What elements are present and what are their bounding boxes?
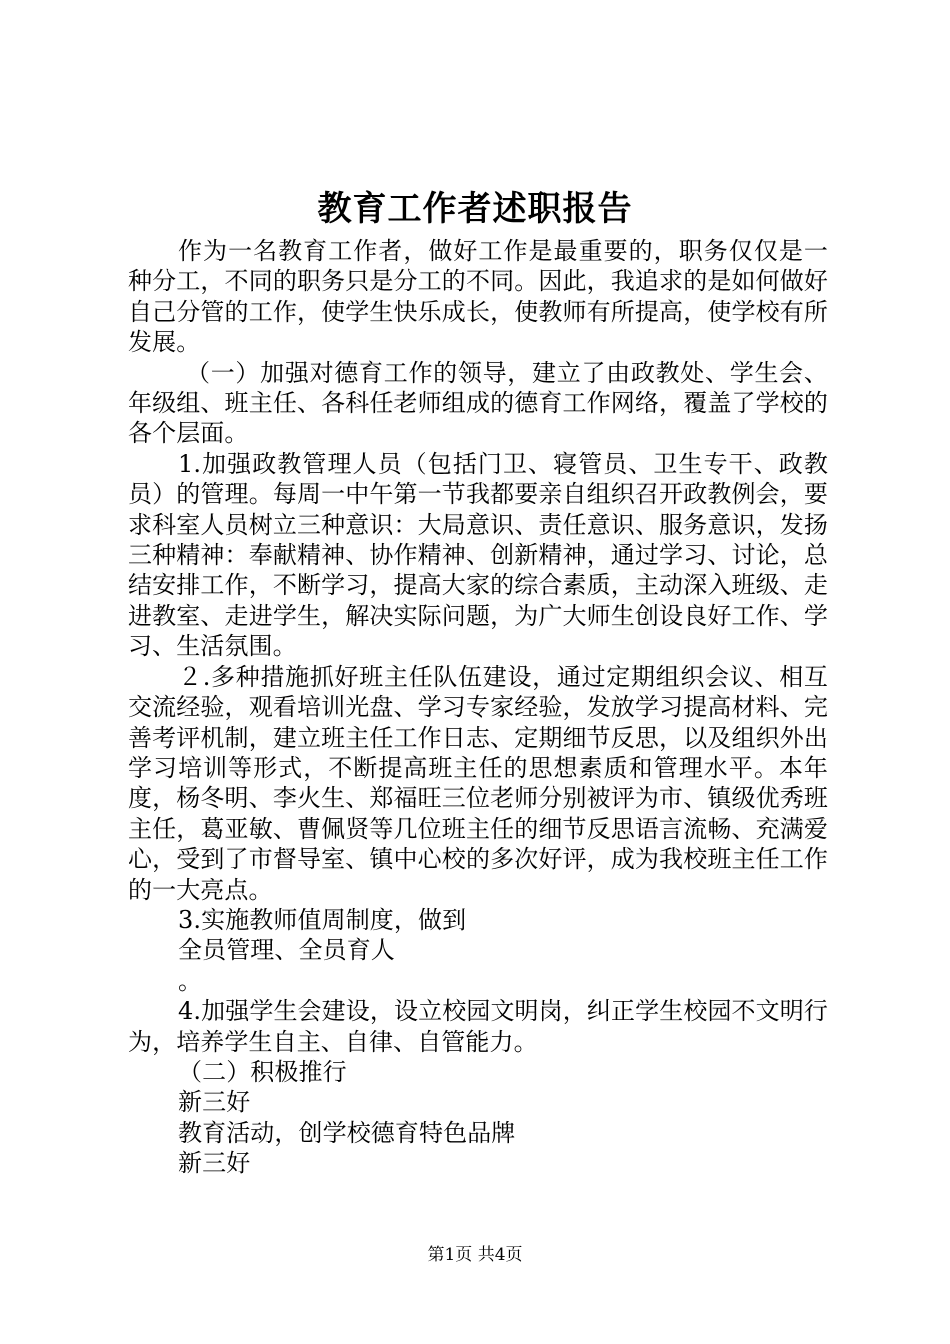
- line-section-2-heading: （二）积极推行: [178, 1057, 347, 1086]
- line-section-2-term: 新三好: [178, 1088, 251, 1117]
- paragraph-item-1: 1.加强政教管理人员（包括门卫、寝管员、卫生专干、政教员）的管理。每周一中午第一节我都要亲自组织召开政教例会，要求科室人员树立三种意识：大局意识、责任意识、服务意识，发扬三种精神：奉献精神、协作精神、创新精神，通过学习、讨论，总结安排工作，不断学习，提高大家的综合素质，主动深入班级、走进教室、走进学生，解决实际问题，为广大师生创设良好工作、学习、生活氛围。: [128, 449, 828, 661]
- paragraph-intro: 作为一名教育工作者，做好工作是最重要的，职务仅仅是一种分工，不同的职务只是分工的不同。因此，我追求的是如何做好自己分管的工作，使学生快乐成长，使教师有所提高，使学校有所发展。: [128, 237, 828, 357]
- paragraph-item-4: 4.加强学生会建设，设立校园文明岗，纠正学生校园不文明行为，培养学生自主、自律、自管能力。: [128, 997, 828, 1056]
- paragraph-section-1: （一）加强对德育工作的领导，建立了由政教处、学生会、年级组、班主任、各科任老师组成的德育工作网络，覆盖了学校的各个层面。: [128, 358, 828, 448]
- paragraph-item-2: ２.多种措施抓好班主任队伍建设，通过定期组织会议、相互交流经验，观看培训光盘、学习专家经验，发放学习提高材料、完善考评机制，建立班主任工作日志、定期细节反思，以及组织外出学习培训等形式，不断提高班主任的思想素质和管理水平。本年度，杨冬明、李火生、郑福旺三位老师分别被评为市、镇级优秀班主任，葛亚敏、曹佩贤等几位班主任的细节反思语言流畅、充满爱心，受到了市督导室、镇中心校的多次好评，成为我校班主任工作的一大亮点。: [128, 662, 828, 904]
- line-section-2-term-repeat: 新三好: [178, 1149, 251, 1178]
- line-section-2-activity: 教育活动，创学校德育特色品牌: [178, 1118, 516, 1147]
- document-title: 教育工作者述职报告: [317, 189, 633, 229]
- document-body: [128, 236, 828, 1179]
- line-item-3-phrase: 全员管理、全员育人: [178, 936, 395, 965]
- page-footer-indicator: 第1页 共4页: [427, 1245, 523, 1265]
- line-item-3-start: 3.实施教师值周制度，做到: [178, 905, 467, 934]
- line-item-3-end: 。: [178, 966, 203, 995]
